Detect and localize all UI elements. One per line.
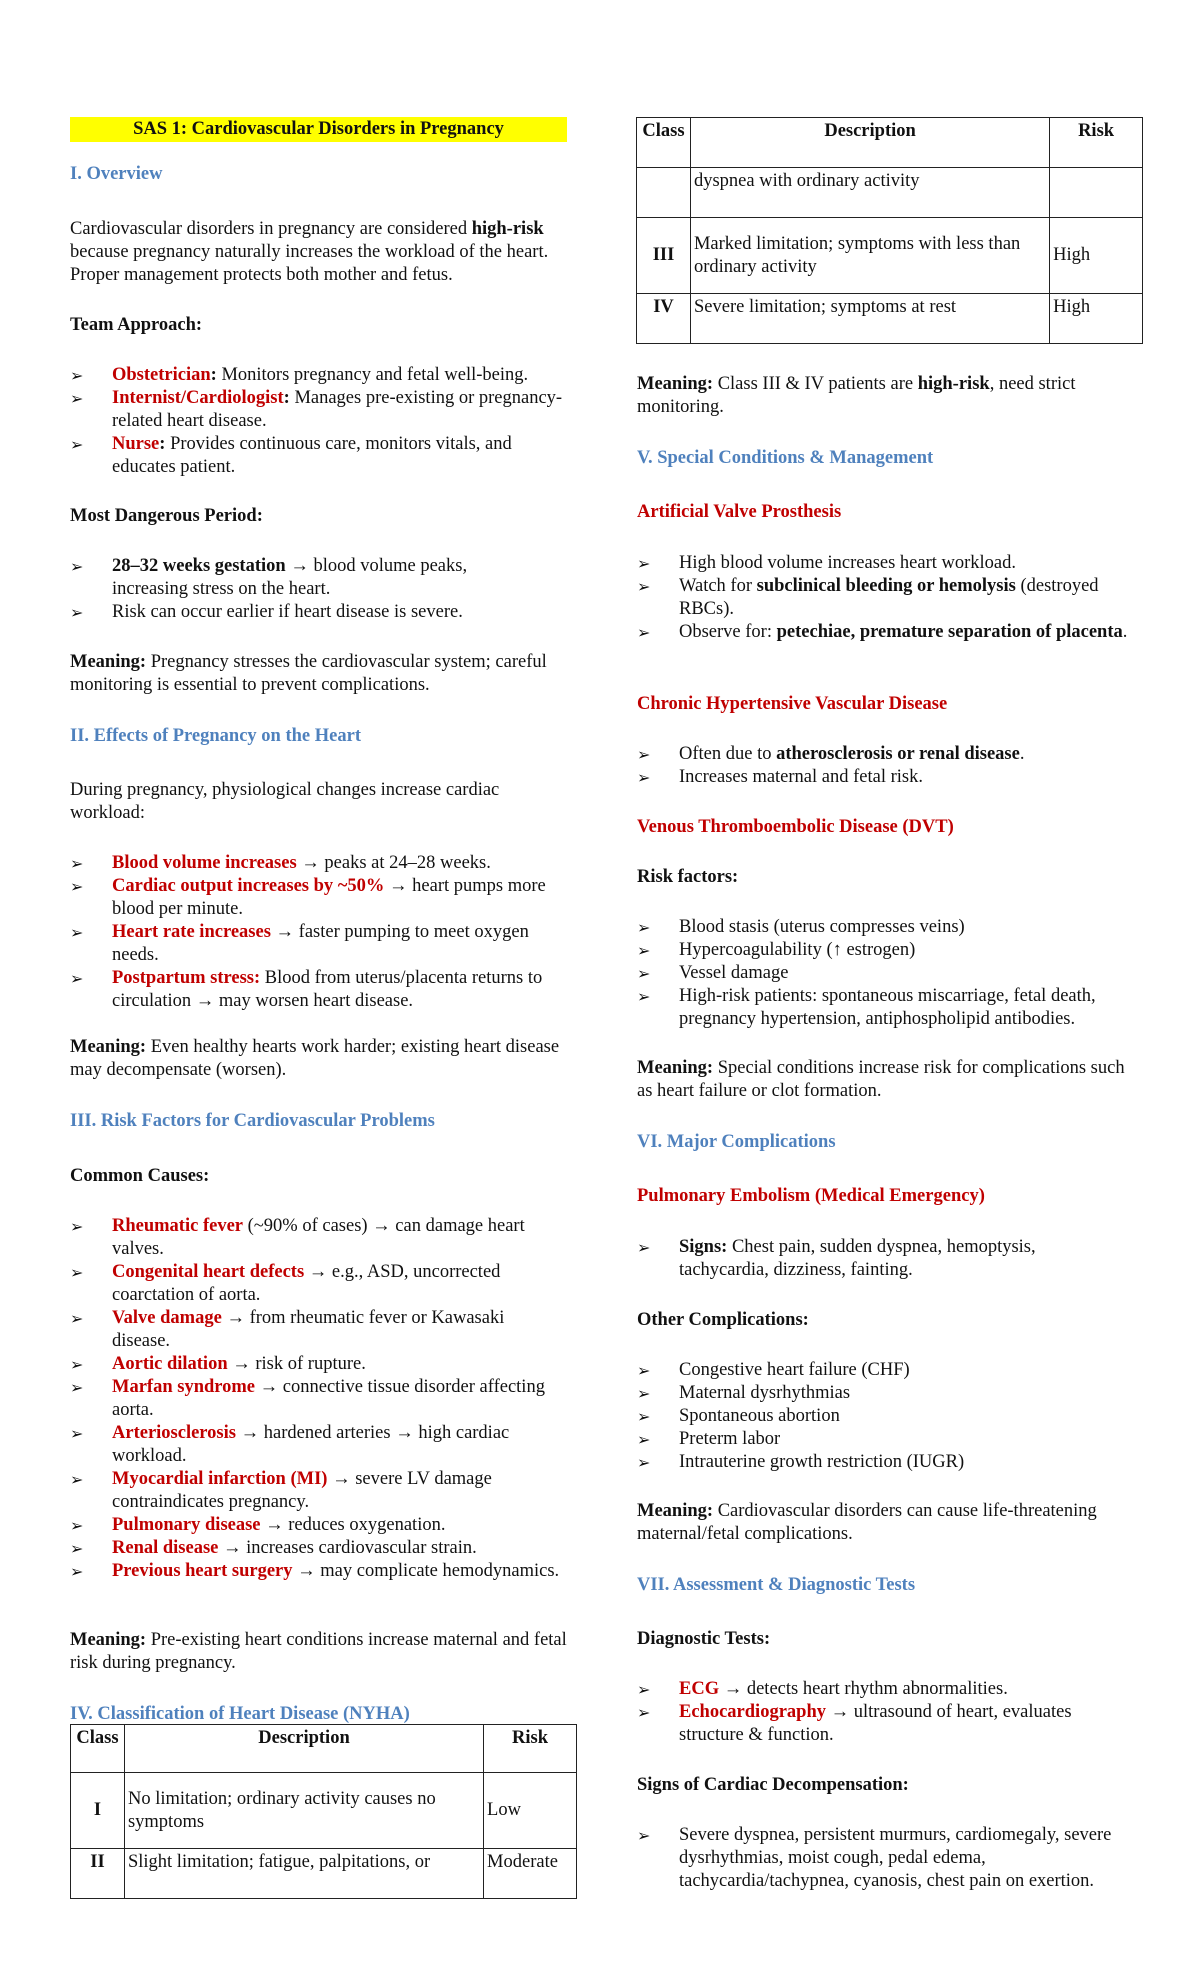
list-item: ➢ Hypercoagulability (↑ estrogen) (637, 940, 916, 960)
section-heading-effects: II. Effects of Pregnancy on the Heart (70, 726, 361, 746)
overview-intro-bold: high-risk (471, 219, 544, 239)
table-row (637, 218, 1143, 294)
arrow-bullet-icon: ➢ (637, 1430, 651, 1449)
list-item: ➢ Marfan syndrome → connective tissue disorder affecting aorta. (70, 1377, 545, 1420)
arrow-bullet-icon: ➢ (70, 557, 84, 576)
overview-meaning: Meaning: Pregnancy stresses the cardiovascular system; careful monitoring is essential to prevent complications. (70, 652, 547, 695)
arrow-bullet-icon: ➢ (637, 745, 651, 764)
list-item: ➢ Arteriosclerosis → hardened arteries → high cardiac workload. (70, 1423, 510, 1466)
arrow-bullet-icon: ➢ (637, 1407, 651, 1426)
list-item: ➢ High blood volume increases heart workload. (637, 553, 1017, 573)
arrow-bullet-icon: ➢ (637, 918, 651, 937)
table-row (71, 1773, 577, 1849)
diagnostic-tests-label: Diagnostic Tests: (637, 1629, 771, 1649)
list-item: ➢ ECG → detects heart rhythm abnormalities. (637, 1679, 1008, 1699)
arrow-bullet-icon: ➢ (637, 1361, 651, 1380)
arrow-bullet-icon: ➢ (70, 1562, 84, 1581)
column-header: Class (71, 1725, 125, 1773)
arrow-bullet-icon: ➢ (637, 768, 651, 787)
arrow-bullet-icon: ➢ (70, 1355, 84, 1374)
team-list (70, 364, 570, 479)
list-item: ➢ Maternal dysrhythmias (637, 1383, 851, 1403)
risk-cell (1050, 168, 1143, 218)
arrow-bullet-icon: ➢ (70, 389, 84, 408)
risk-factors-list (70, 1215, 560, 1583)
list-item: ➢ Valve damage → from rheumatic fever or Kawasaki disease. (70, 1308, 505, 1351)
list-item: ➢ Watch for subclinical bleeding or hemolysis (destroyed RBCs). (637, 576, 1099, 619)
nyha-meaning: Meaning: Class III & IV patients are high-risk, need strict monitoring. (637, 374, 1076, 417)
arrow-bullet-icon: ➢ (637, 941, 651, 960)
column-header: Description (690, 118, 1049, 168)
risk-cell: Low (484, 1773, 577, 1849)
arrow-bullet-icon: ➢ (70, 1217, 84, 1236)
decompensation-signs-label: Signs of Cardiac Decompensation: (637, 1775, 909, 1795)
list-item: ➢ Observe for: petechiae, premature separation of placenta. (637, 622, 1128, 642)
effects-intro: During pregnancy, physiological changes increase cardiac workload: (70, 780, 500, 823)
hypertensive-list (637, 743, 1142, 789)
common-causes-label: Common Causes: (70, 1166, 210, 1186)
list-item: ➢ 28–32 weeks gestation → blood volume peaks, increasing stress on the heart. (70, 556, 468, 599)
arrow-bullet-icon: ➢ (70, 1378, 84, 1397)
overview-intro-text: Cardiovascular disorders in pregnancy are considered (70, 219, 472, 239)
arrow-bullet-icon: ➢ (70, 603, 84, 622)
effects-list (70, 852, 560, 1013)
arrow-bullet-icon: ➢ (70, 1424, 84, 1443)
table-header-row (71, 1725, 577, 1773)
arrow-bullet-icon: ➢ (70, 366, 84, 385)
arrow-bullet-icon: ➢ (70, 1309, 84, 1328)
team-approach-label: Team Approach: (70, 315, 203, 335)
table-header-row (637, 118, 1143, 168)
list-item: ➢ Aortic dilation → risk of rupture. (70, 1354, 366, 1374)
table-row (637, 294, 1143, 344)
column-header: Description (124, 1725, 483, 1773)
list-item: ➢ Spontaneous abortion (637, 1406, 840, 1426)
description-cell: No limitation; ordinary activity causes no symptoms (124, 1773, 483, 1849)
danger-list (70, 555, 545, 624)
risk-cell: High (1050, 294, 1143, 344)
list-item: ➢ Obstetrician: Monitors pregnancy and fetal well-being. (70, 365, 529, 385)
dvt-risk-label: Risk factors: (637, 867, 739, 887)
list-item: ➢ Heart rate increases → faster pumping to meet oxygen needs. (70, 922, 529, 965)
arrow-bullet-icon: ➢ (70, 1470, 84, 1489)
column-header: Risk (484, 1725, 577, 1773)
special-meaning: Meaning: Special conditions increase risk for complications such as heart failure or clot formation. (637, 1058, 1125, 1101)
arrow-bullet-icon: ➢ (70, 854, 84, 873)
arrow-bullet-icon: ➢ (70, 923, 84, 942)
list-item: ➢ Previous heart surgery → may complicate hemodynamics. (70, 1561, 560, 1581)
danger-period-label: Most Dangerous Period: (70, 506, 263, 526)
list-item: ➢ Rheumatic fever (~90% of cases) → can damage heart valves. (70, 1216, 525, 1259)
list-item: ➢ Myocardial infarction (MI) → severe LV damage contraindicates pregnancy. (70, 1469, 492, 1512)
section-heading-complications: VI. Major Complications (637, 1132, 836, 1152)
pulmonary-embolism-title: Pulmonary Embolism (Medical Emergency) (637, 1186, 985, 1206)
arrow-bullet-icon: ➢ (637, 554, 651, 573)
pe-list (637, 1236, 1122, 1282)
list-item: ➢ Risk can occur earlier if heart disease is severe. (70, 602, 463, 622)
list-item: ➢ Preterm labor (637, 1429, 781, 1449)
arrow-bullet-icon: ➢ (637, 1453, 651, 1472)
arrow-bullet-icon: ➢ (637, 987, 651, 1006)
section-heading-risk-factors: III. Risk Factors for Cardiovascular Problems (70, 1111, 435, 1131)
description-cell: Severe limitation; symptoms at rest (690, 294, 1049, 344)
list-item: ➢ Nurse: Provides continuous care, monitors vitals, and educates patient. (70, 434, 512, 477)
list-item: ➢ Internist/Cardiologist: Manages pre-existing or pregnancy-related heart disease. (70, 388, 563, 431)
arrow-bullet-icon: ➢ (637, 1680, 651, 1699)
section-heading-overview: I. Overview (70, 164, 163, 184)
list-item: ➢ Pulmonary disease → reduces oxygenation. (70, 1515, 446, 1535)
arrow-bullet-icon: ➢ (70, 1516, 84, 1535)
list-item: ➢ Signs: Chest pain, sudden dyspnea, hemoptysis, tachycardia, dizziness, fainting. (637, 1237, 1036, 1280)
class-cell: III (637, 218, 691, 294)
nyha-table-part-2 (636, 117, 1143, 344)
diagnostic-tests-list (637, 1678, 1122, 1747)
arrow-bullet-icon: ➢ (70, 1263, 84, 1282)
hypertensive-title: Chronic Hypertensive Vascular Disease (637, 694, 948, 714)
list-item: ➢ Severe dyspnea, persistent murmurs, cardiomegaly, severe dysrhythmias, moist cough, pedal edema, tachycardia/tachypnea, cyanosis, chest pain on exertion. (637, 1825, 1112, 1891)
arrow-bullet-icon: ➢ (637, 1384, 651, 1403)
dvt-list (637, 916, 1142, 1031)
arrow-bullet-icon: ➢ (637, 1703, 651, 1722)
risk-cell: High (1050, 218, 1143, 294)
table-row (71, 1849, 577, 1899)
list-item: ➢ Congenital heart defects → e.g., ASD, uncorrected coarctation of aorta. (70, 1262, 501, 1305)
list-item: ➢ High-risk patients: spontaneous miscarriage, fetal death, pregnancy hypertension, antiphospholipid antibodies. (637, 986, 1096, 1029)
arrow-bullet-icon: ➢ (637, 1826, 651, 1845)
arrow-bullet-icon: ➢ (637, 1238, 651, 1257)
class-cell (637, 168, 691, 218)
arrow-bullet-icon: ➢ (637, 577, 651, 596)
class-cell: I (71, 1773, 125, 1849)
list-item: ➢ Renal disease → increases cardiovascular strain. (70, 1538, 477, 1558)
description-cell: Marked limitation; symptoms with less than ordinary activity (690, 218, 1049, 294)
list-item: ➢ Echocardiography → ultrasound of heart, evaluates structure & function. (637, 1702, 1072, 1745)
column-header: Risk (1050, 118, 1143, 168)
arrow-bullet-icon: ➢ (637, 623, 651, 642)
description-cell: dyspnea with ordinary activity (690, 168, 1049, 218)
arrow-bullet-icon: ➢ (70, 969, 84, 988)
effects-meaning: Meaning: Even healthy hearts work harder; existing heart disease may decompensate (worsen). (70, 1037, 560, 1080)
decompensation-signs-list (637, 1824, 1137, 1893)
column-header: Class (637, 118, 691, 168)
section-heading-assessment: VII. Assessment & Diagnostic Tests (637, 1575, 916, 1595)
overview-intro-text-2: because pregnancy naturally increases the workload of the heart. Proper management protects both mother and fetus. (70, 242, 549, 285)
valve-prosthesis-title: Artificial Valve Prosthesis (637, 502, 842, 522)
arrow-bullet-icon: ➢ (637, 964, 651, 983)
overview-intro (70, 218, 565, 287)
class-cell: IV (637, 294, 691, 344)
other-complications-label: Other Complications: (637, 1310, 809, 1330)
arrow-bullet-icon: ➢ (70, 877, 84, 896)
list-item: ➢ Blood stasis (uterus compresses veins) (637, 917, 965, 937)
valve-list (637, 552, 1142, 644)
dvt-title: Venous Thromboembolic Disease (DVT) (637, 817, 954, 837)
class-cell: II (71, 1849, 125, 1899)
arrow-bullet-icon: ➢ (70, 1539, 84, 1558)
list-item: ➢ Often due to atherosclerosis or renal disease. (637, 744, 1025, 764)
document-title: SAS 1: Cardiovascular Disorders in Pregnancy (70, 117, 567, 142)
complications-meaning: Meaning: Cardiovascular disorders can cause life-threatening maternal/fetal complications. (637, 1501, 1097, 1544)
list-item: ➢ Cardiac output increases by ~50% → heart pumps more blood per minute. (70, 876, 546, 919)
list-item: ➢ Blood volume increases → peaks at 24–28 weeks. (70, 853, 491, 873)
list-item: ➢ Increases maternal and fetal risk. (637, 767, 923, 787)
list-item: ➢ Postpartum stress: Blood from uterus/placenta returns to circulation → may worsen heart disease. (70, 968, 543, 1011)
risk-factors-meaning: Meaning: Pre-existing heart conditions increase maternal and fetal risk during pregnancy. (70, 1630, 567, 1673)
list-item: ➢ Intrauterine growth restriction (IUGR) (637, 1452, 965, 1472)
section-heading-special: V. Special Conditions & Management (637, 448, 934, 468)
list-item: ➢ Congestive heart failure (CHF) (637, 1360, 910, 1380)
table-row (637, 168, 1143, 218)
other-complications-list (637, 1359, 1142, 1474)
section-heading-nyha: IV. Classification of Heart Disease (NYHA) (70, 1704, 410, 1724)
description-cell: Slight limitation; fatigue, palpitations, or (124, 1849, 483, 1899)
list-item: ➢ Vessel damage (637, 963, 789, 983)
risk-cell: Moderate (484, 1849, 577, 1899)
arrow-bullet-icon: ➢ (70, 435, 84, 454)
nyha-table-part-1 (70, 1724, 577, 1899)
